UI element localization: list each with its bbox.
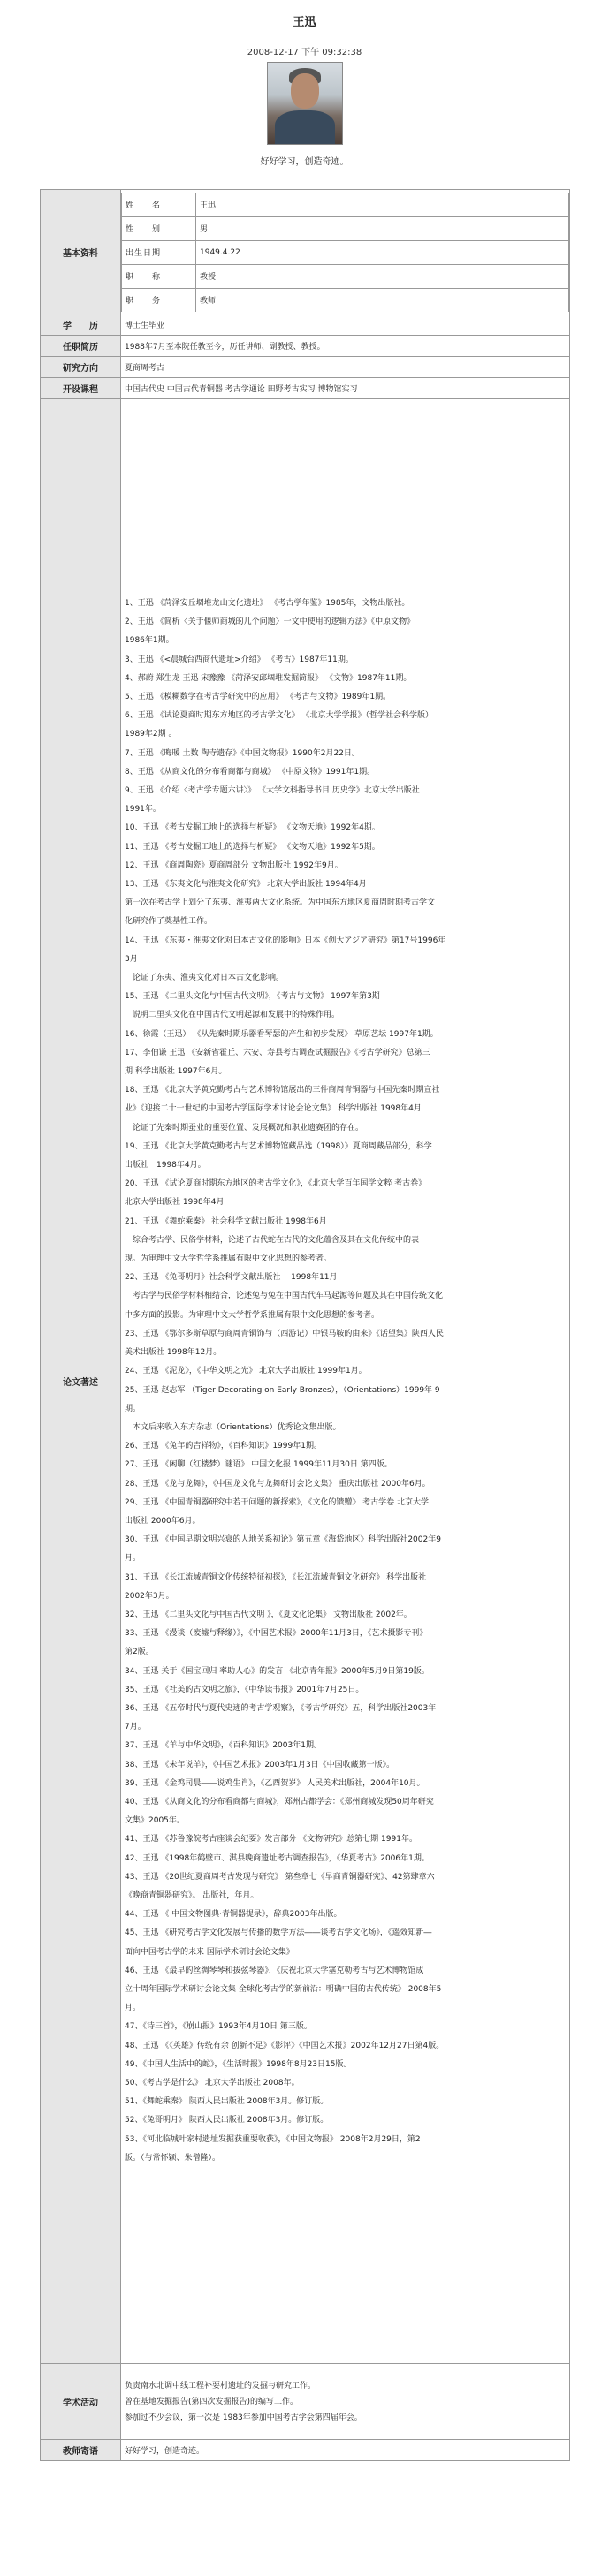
page-title: 王迅 [293, 16, 316, 29]
paper-line: 32、王迅 《二里头文化与中国古代文明 》，《夏文化论集》 文物出版社 2002年。 [125, 1610, 412, 1619]
label-basic: 基本资料 [41, 190, 121, 314]
basic-info-value: 教授 [196, 264, 569, 288]
paper-line: 20、王迅 《试论夏商时期东方地区的考古学文化》，《北京大学百年国学文粹 考古卷》 [125, 1179, 427, 1189]
paper-line: 出版社 2000年6月。 [125, 1516, 201, 1526]
paper-line: 考古学与民俗学材料相结合，论述兔与兔在中国古代车马起源等问题及其在中国传统文化 [125, 1292, 444, 1301]
paper-line: 39、王迅 《金鸡司晨――说鸡生肖》，《乙酉贺岁》 人民美术出版社，2004年10月。 [125, 1778, 425, 1788]
paper-line: 23、王迅 《鄂尔多斯草原与商周青铜饰与（西游记）中银马鞍的由来》《话望集》陕西人民 [125, 1329, 444, 1338]
paper-line: 1991年。 [125, 805, 161, 814]
paper-line: 立十周年国际学术研讨会论文集 全球化考古学的新前沿：明确中国的古代传统》 2008年5 [125, 1985, 442, 1994]
paper-line: 出版社 1998年4月。 [125, 1161, 206, 1171]
paper-line: 19、王迅 《北京大学黄克勤考古与艺术博物馆藏品选（1998）》夏商周藏品部分，科学 [125, 1141, 432, 1151]
paper-line: 5、王迅 《模糊数学在考古学研究中的应用》 《考古与文物》1989年1期。 [125, 692, 392, 701]
paper-line: 16、徐霞（王迅） 《从先秦时期乐器看琴瑟的产生和初步发展》 草原艺坛 1997年1期。 [125, 1029, 438, 1039]
paper-line: 48、王迅 《《英雄》传统有余 创新不足》《影评》《中国艺术报》2002年12月27日第4版。 [125, 2041, 445, 2050]
teacher-photo [267, 62, 343, 145]
paper-line: 14、王迅 《东夷・淮夷文化对日本古文化的影响》日本《创大アジア研究》第17号1996年 [125, 936, 446, 945]
paper-line: 13、王迅 《东夷文化与淮夷文化研究》 北京大学出版社 1994年4月 [125, 880, 367, 890]
paper-line: 35、王迅 《社美的古文明之旅》，《中华读书报》2001年7月25日。 [125, 1685, 364, 1694]
basic-info-key: 性 别 [122, 216, 196, 240]
paper-line: 2002年3月。 [125, 1591, 174, 1601]
paper-line: 38、王迅 《未年说羊》，《中国艺术报》2003年1月3日《中国收藏第一版》。 [125, 1760, 395, 1769]
paper-line: 美术出版社 1998年12月。 [125, 1348, 222, 1358]
paper-line: 51、《舞蛇乘秦》 陕西人民出版社 2008年3月。修订版。 [125, 2097, 329, 2107]
paper-line: 44、王迅 《 中国文物图典·青铜器提录》，辞典2003年出版。 [125, 1910, 342, 1920]
paper-line: 10、王迅 《考古发掘工地上的选择与析疑》 《文物天地》1992年4期。 [125, 823, 380, 833]
paper-line: 2、王迅 《简析〈关于偃师商城的几个问题〉一文中使用的逻辑方法》《中原文物》 [125, 617, 415, 627]
paper-line: 36、王迅 《五帝时代与夏代史迹的考古学观察》，《考古学研究》五，科学出版社2003年 [125, 1703, 437, 1713]
academic-line: 负责南水北调中线工程补要村遗址的发掘与研究工作。 [125, 2381, 316, 2390]
paper-line: 34、王迅 关于《国宝回归 率助人心》的发言 《北京青年报》2000年5月9日第19版。 [125, 1666, 430, 1676]
paper-line: 1986年1期。 [125, 636, 174, 646]
basic-info-key: 出生日期 [122, 240, 196, 264]
paper-line: 期。 [125, 1404, 141, 1413]
paper-line: 6、王迅 《试论夏商时期东方地区的考古学文化》 《北京大学学报》（哲学社会科学版） [125, 711, 433, 721]
profile-table [40, 189, 570, 2461]
paper-line: 7、王迅 《晦暖 土数 陶寺遗存》《中国文物报》1990年2月22日。 [125, 748, 360, 758]
paper-line: 中多方面的投影。为审理中文大学哲学系推属有限中文化思想的参考者。 [125, 1310, 380, 1320]
paper-line: 论证了先秦时期蚕业的重要位置、发展概况和职业遗赛团的存在。 [125, 1123, 364, 1133]
label-research: 研究方向 [41, 357, 121, 378]
paper-line: 37、王迅 《羊与中华文明》，《百科知识》2003年1期。 [125, 1741, 322, 1751]
basic-info-row [122, 288, 569, 312]
paper-line: 月。 [125, 1554, 141, 1564]
basic-info-key: 姓 名 [122, 193, 196, 216]
paper-line: 15、王迅 《二里头文化与中国古代文明》，《考古与文物》 1997年第3期 [125, 992, 380, 1002]
paper-line: 第一次在考古学上划分了东夷、淮夷两大文化系统。为中国东方地区夏商周时期考古学文 [125, 898, 436, 908]
basic-info-row [122, 240, 569, 264]
academic-list [121, 2364, 570, 2440]
timestamp: 2008-12-17 下午 09:32:38 [247, 48, 362, 57]
career-value: 1988年7月至本院任教至今，历任讲师、副教授、教授。 [121, 336, 570, 357]
paper-line: 9、王迅 《介绍〈考古学专题六讲〉》 《大学文科指导书目 历史学》北京大学出版社 [125, 786, 420, 795]
paper-line: 41、王迅 《苏鲁豫皖考古座谈会纪要》发言部分 《文物研究》总第七期 1991年。 [125, 1835, 417, 1845]
paper-line: 30、王迅 《中国早期文明兴衰的人地关系初论》第五章《海岱地区》科学出版社2002年9 [125, 1535, 441, 1545]
paper-line: 《晚商青铜器研究》。 出版社，年月。 [125, 1890, 259, 1900]
paper-line: 28、王迅 《龙与龙舞》，《中国龙文化与龙舞研讨会论文集》 重庆出版社 2000年6月。 [125, 1479, 430, 1489]
paper-line: 17、李伯谦 王迅 《安新省霍丘、六安、寿县考古调查试掘报告》《考古学研究》总第三 [125, 1048, 430, 1057]
paper-line: 50、《考古学是什么》 北京大学出版社 2008年。 [125, 2079, 300, 2088]
paper-line: 26、王迅 《兔年的吉祥物》，《百科知识》1999年1期。 [125, 1442, 322, 1451]
paper-line: 综合考古学、民俗学材料，论述了古代蛇在古代的文化蕴含及其在文化传统中的表 [125, 1235, 420, 1245]
label-papers: 论文著述 [41, 399, 121, 2364]
basic-info-table [121, 193, 569, 312]
basic-info-key: 职 称 [122, 264, 196, 288]
paper-line: 业》《迎接二十一世纪的中国考古学国际学术讨论会论文集》 科学出版社 1998年4月 [125, 1104, 422, 1114]
courses-value: 中国古代史 中国古代青铜器 考古学通论 田野考古实习 博物馆实习 [121, 378, 570, 399]
paper-line: 11、王迅 《考古发掘工地上的选择与析疑》 《文物天地》1992年5期。 [125, 842, 380, 852]
label-motto: 教师寄语 [41, 2440, 121, 2461]
paper-line: 论证了东夷、淮夷文化对日本古文化影响。 [125, 974, 285, 983]
paper-line: 25、王迅 赵志军 （Tiger Decorating on Early Bronzes），（Orientations）1999年 9 [125, 1385, 440, 1395]
paper-line: 24、王迅 《泥龙》，《中华文明之光》 北京大学出版社 1999年1月。 [125, 1367, 367, 1376]
label-career: 任职简历 [41, 336, 121, 357]
paper-line: 21、王迅 《舞蛇乘秦》 社会科学文献出版社 1998年6月 [125, 1216, 327, 1226]
basic-info-row [122, 264, 569, 288]
label-academic: 学术活动 [41, 2364, 121, 2440]
paper-line: 本文后来收入东方杂志（Orientations）优秀论文集出版。 [125, 1422, 341, 1432]
paper-line: 18、王迅 《北京大学黄克勤考古与艺术博物馆展出的三件商周青铜器与中国先秦时期宣社 [125, 1086, 440, 1095]
basic-info-value: 男 [196, 216, 569, 240]
paper-line: 29、王迅 《中国青铜器研究中若干问题的新探索》，《文化的馈赠》 考古学卷 北京大学 [125, 1497, 430, 1507]
paper-line: 40、王迅 《从商文化的分布看商都与商城》，郑州古都学会：《郑州商城发现50周年研究 [125, 1797, 434, 1807]
paper-line: 月。 [125, 2004, 141, 2013]
paper-line: 面向中国考古学的未来 国际学术研讨会论文集》 [125, 1947, 294, 1957]
motto-header: 好好学习，创造奇迹。 [260, 157, 349, 167]
paper-line: 22、王迅 《兔哥明月》社会科学文献出版社 1998年11月 [125, 1273, 338, 1283]
paper-line: 版。（与常怀颖、朱僧隆）。 [125, 2153, 221, 2163]
paper-line: 1989年2期 。 [125, 730, 177, 739]
education-value: 博士生毕业 [121, 314, 570, 336]
paper-line: 8、王迅 《从商文化的分布看商都与商城》 《中原文物》1991年1期。 [125, 767, 376, 777]
paper-line: 52、《兔哥明月》 陕西人民出版社 2008年3月。修订版。 [125, 2116, 329, 2125]
paper-line: 53、《河北临城叶家村遗址发掘获重要收获》，《中国文物报》 2008年2月29日，第2 [125, 2134, 421, 2144]
paper-line: 第2版。 [125, 1648, 154, 1657]
paper-line: 北京大学出版社 1998年4月 [125, 1198, 225, 1208]
basic-info-value: 1949.4.22 [196, 240, 569, 264]
papers-list [121, 399, 570, 2364]
paper-line: 说明二里头文化在中国古代文明起源和发展中的特殊作用。 [125, 1011, 340, 1020]
paper-line: 3、王迅 《<晨城台西商代遗址>介绍》 《考古》1987年11期。 [125, 655, 354, 664]
basic-info-row [122, 216, 569, 240]
basic-info-key: 职 务 [122, 288, 196, 312]
basic-info-value: 教师 [196, 288, 569, 312]
paper-line: 43、王迅 《20世纪夏商周考古发现与研究》 第叁章七《早商青铜器研究》、42第肆章六 [125, 1872, 435, 1882]
paper-line: 现。为审理中文大学哲学系推属有限中文化思想的参考者。 [125, 1254, 332, 1264]
paper-line: 47、《诗三首》，《崩山报》1993年4月10日 第三版。 [125, 2022, 312, 2032]
paper-line: 7月。 [125, 1723, 146, 1732]
paper-line: 33、王迅 《漫谈（废墟与释缘）》，《中国艺术报》2000年11月3日，《艺术摄影专刊》 [125, 1629, 428, 1639]
paper-line: 45、王迅 《研究考古学文化发展与传播的数学方法――谈考古学文化场》，《遥效知新― [125, 1928, 432, 1938]
paper-line: 49、《中国人生活中的蛇》，《生活时报》1998年8月23日15版。 [125, 2059, 352, 2069]
paper-line: 3月 [125, 954, 138, 964]
paper-line: 文集》2005年。 [125, 1816, 185, 1826]
label-courses: 开设课程 [41, 378, 121, 399]
paper-line: 42、王迅 《1998年鹤壁市、淇县晚商遗址考古调查报告》，《华夏考古》2006年1期。 [125, 1853, 430, 1863]
paper-line: 12、王迅 《商周陶瓷》夏商周部分 文物出版社 1992年9月。 [125, 860, 343, 870]
paper-line: 1、王迅 《菏泽安丘堌堆龙山文化遗址》 《考古学年鉴》1985年，文物出版社。 [125, 598, 410, 608]
paper-line: 27、王迅 《闲聊（红楼梦）谜语》 中国文化报 1999年11月30日 第四版。 [125, 1460, 392, 1470]
academic-line: 参加过不少会议，第一次是 1983年参加中国考古学会第四届年会。 [125, 2413, 362, 2422]
basic-info-row [122, 193, 569, 216]
research-value: 夏商周考古 [121, 357, 570, 378]
paper-line: 46、王迅 《最早的丝绸琴琴和拔弦琴器》，《庆祝北京大学塞克勒考古与艺术博物馆成 [125, 1966, 424, 1975]
motto-value: 好好学习，创造奇迹。 [121, 2440, 570, 2461]
basic-info-value: 王迅 [196, 193, 569, 216]
label-education: 学 历 [41, 314, 121, 336]
academic-line: 曾在基地发掘报告(第四次发掘报告)的编写工作。 [125, 2397, 299, 2406]
paper-line: 31、王迅 《长江流域青铜文化传统特征初探》，《长江流域青铜文化研究》 科学出版社 [125, 1572, 427, 1582]
paper-line: 化研究作了奠基性工作。 [125, 917, 213, 927]
paper-line: 4、郝蔚 郑生龙 王迅 宋豫豫 《菏泽安邱堌堆发掘简报》 《文物》1987年11期。 [125, 673, 412, 683]
paper-line: 期 科学出版社 1997年6月。 [125, 1067, 227, 1077]
